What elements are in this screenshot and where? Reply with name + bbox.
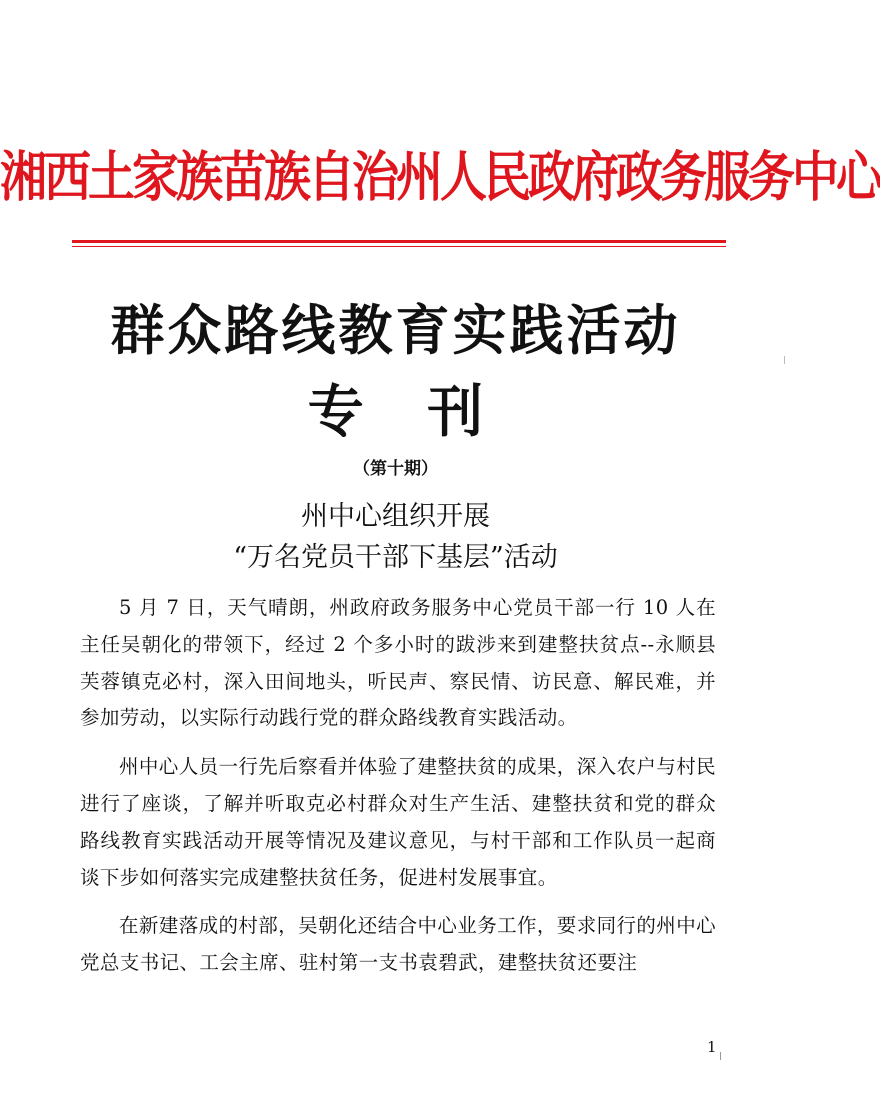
article-body	[80, 590, 716, 994]
article-title-line2: “万名党员干部下基层”活动	[233, 542, 558, 573]
article-title-line1: 州中心组织开展	[301, 501, 490, 532]
issue-number: （第十期）	[353, 459, 438, 479]
article-paragraph-3: 在新建落成的村部，吴朝化还结合中心业务工作，要求同行的州中心党总支书记、工会主席、驻村第一支书袁碧武，建整扶贫还要注	[80, 914, 717, 975]
article-paragraph-2: 州中心人员一行先后察看并体验了建整扶贫的成果，深入农户与村民进行了座谈，了解并听取克必村群众对生产生活、建整扶贫和党的群众路线教育实践活动开展等情况及建议意见，与村干部和工作队员一起商谈下步如何落实完成建整扶贫任务，促进村发展事宜。	[80, 755, 717, 889]
header-org-name: 湘西土家族苗族自治州人民政府政务服务中心	[0, 145, 880, 210]
publication-title: 群众路线教育实践活动	[110, 299, 681, 362]
corner-mark	[720, 1052, 721, 1060]
page-number: 1	[707, 1038, 717, 1056]
publication-subtitle: 专 刊	[307, 380, 506, 445]
header-rule-thick	[72, 240, 726, 243]
header-rule-thin	[72, 246, 726, 247]
article-paragraph-1: 5 月 7 日，天气晴朗，州政府政务服务中心党员干部一行 10 人在主任吴朝化的带领下，经过 2 个多小时的跋涉来到建整扶贫点--永顺县芙蓉镇克必村，深入田间地头，听民声、察民情、访民意、解民难，并参加劳动，以实际行动践行党的群众路线教育实践活动。	[80, 596, 716, 730]
edge-mark	[784, 356, 785, 364]
